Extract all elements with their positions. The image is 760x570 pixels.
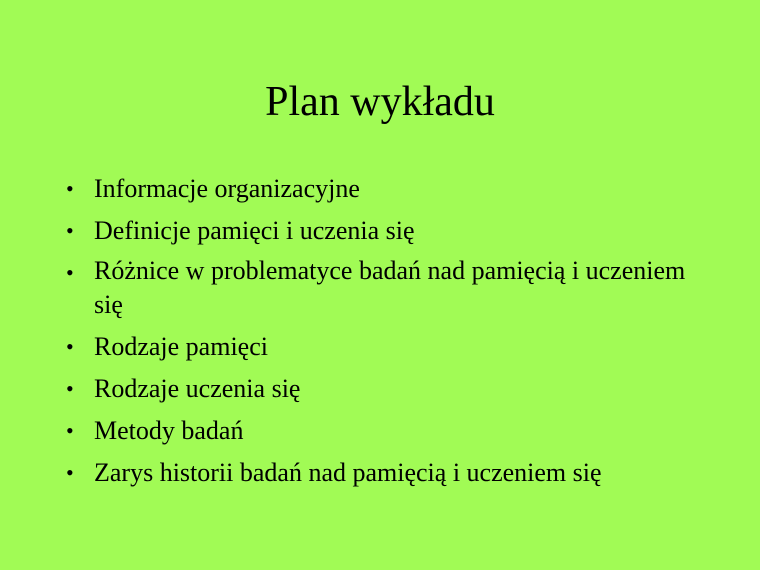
bullet-item-zarys-historii: [64, 454, 714, 492]
bullet-text: Informacje organizacyjne: [94, 174, 360, 203]
bullet-dot-icon: •: [66, 418, 74, 443]
bullet-text: Rodzaje uczenia się: [94, 374, 301, 403]
bullet-item-rodzaje-pamieci: [64, 328, 714, 366]
bullet-dot-icon: •: [66, 218, 74, 243]
bullet-list: [64, 170, 714, 496]
bullet-dot-icon: •: [66, 376, 74, 401]
bullet-item-definicje: [64, 212, 714, 250]
bullet-text: Metody badań: [94, 416, 244, 445]
bullet-item-informacje: [64, 170, 714, 208]
bullet-dot-icon: •: [66, 260, 74, 285]
bullet-text: Rodzaje pamięci: [94, 332, 268, 361]
bullet-item-roznice: [64, 254, 714, 322]
bullet-item-rodzaje-uczenia: [64, 370, 714, 408]
bullet-dot-icon: •: [66, 460, 74, 485]
bullet-text: Różnice w problematyce badań nad pamięcią i uczeniem się: [94, 256, 686, 319]
bullet-dot-icon: •: [66, 334, 74, 359]
bullet-text: Zarys historii badań nad pamięcią i uczeniem się: [94, 458, 602, 487]
bullet-item-metody: [64, 412, 714, 450]
slide-title: Plan wykładu: [265, 79, 495, 125]
bullet-dot-icon: •: [66, 176, 74, 201]
bullet-text: Definicje pamięci i uczenia się: [94, 216, 415, 245]
